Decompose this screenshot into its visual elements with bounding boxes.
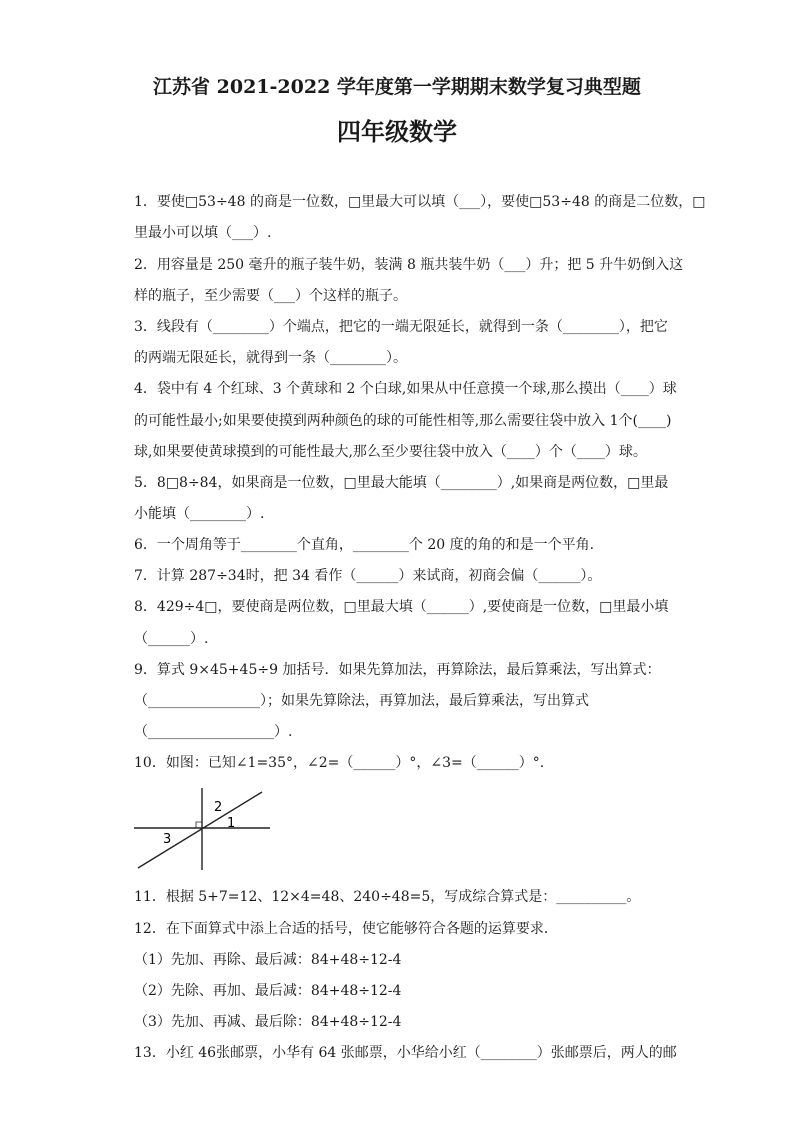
question-4-line-2: 的可能性最小;如果要使摸到两种颜色的球的可能性相等,那么需要往袋中放入 1个(____)	[134, 413, 672, 429]
question-7: 7．计算 287÷34时，把 34 看作（______）来试商，初商会偏（______）。	[134, 568, 602, 584]
slanted-line	[138, 792, 262, 868]
question-12: 12．在下面算式中添上合适的括号，使它能够符合各题的运算要求．	[134, 921, 558, 937]
question-12-part-2: （2）先除、再加、最后减：84+48÷12-4	[134, 983, 402, 999]
question-13: 13．小红 46张邮票，小华有 64 张邮票，小华给小红（________）张邮票后，两人的邮	[134, 1045, 677, 1061]
angle-label-1: 1	[227, 816, 236, 831]
angle-label-3: 3	[163, 832, 172, 847]
question-1-line-2: 里最小可以填（___）.	[134, 225, 272, 241]
angle-figure	[132, 786, 274, 872]
question-10: 10．如图：已知∠1=35°，∠2=（______）°，∠3=（______）°.	[134, 755, 545, 771]
question-8-line-1: 8．429÷4□，要使商是两位数，□里最大填（______）,要使商是一位数，□里最小填	[134, 599, 669, 615]
question-3-line-2: 的两端无限延长，就得到一条（________）。	[134, 350, 407, 366]
question-9-line-1: 9．算式 9×45+45÷9 加括号．如果先算加法，再算除法，最后算乘法，写出算式：	[134, 662, 661, 678]
right-angle-mark	[196, 822, 202, 828]
document-subtitle: 四年级数学	[337, 117, 457, 146]
question-12-part-3: （3）先加、再减、最后除：84+48÷12-4	[134, 1014, 402, 1030]
question-2-line-1: 2．用容量是 250 毫升的瓶子装牛奶，装满 8 瓶共装牛奶（___）升；把 5 升牛奶倒入这	[134, 257, 684, 273]
question-6: 6．一个周角等于________个直角，________个 20 度的角的和是一个平角.	[134, 537, 595, 553]
question-4-line-3: 球,如果要使黄球摸到的可能性最大,那么至少要往袋中放入（____）个（____）球。	[134, 444, 647, 460]
question-11: 11．根据 5+7=12、12×4=48、240÷48=5，写成综合算式是：__________。	[134, 889, 641, 905]
question-8-line-2: （______）.	[134, 631, 209, 647]
question-4-line-1: 4．袋中有 4 个红球、3 个黄球和 2 个白球,如果从中任意摸一个球,那么摸出（____）球	[134, 381, 677, 397]
question-5-line-2: 小能填（________）.	[134, 506, 265, 522]
question-5-line-1: 5．8□8÷84，如果商是一位数，□里最大能填（________）,如果商是两位数，□里最	[134, 475, 669, 491]
question-12-part-1: （1）先加、再除、最后减：84+48÷12-4	[134, 952, 402, 968]
question-3-line-1: 3．线段有（________）个端点，把它的一端无限延长，就得到一条（________），把它	[134, 319, 668, 335]
question-2-line-2: 样的瓶子，至少需要（___）个这样的瓶子。	[134, 288, 407, 304]
question-9-line-3: （__________________）.	[134, 724, 293, 740]
document-title: 江苏省 2021-2022 学年度第一学期期末数学复习典型题	[153, 76, 641, 98]
question-9-line-2: （________________）；如果先算除法，再算加法，最后算乘法，写出算式	[134, 693, 589, 709]
question-1-line-1: 1．要使□53÷48 的商是一位数，□里最大可以填（___），要使□53÷48 的商是二位数，□	[134, 194, 706, 210]
angle-label-2: 2	[214, 800, 223, 815]
